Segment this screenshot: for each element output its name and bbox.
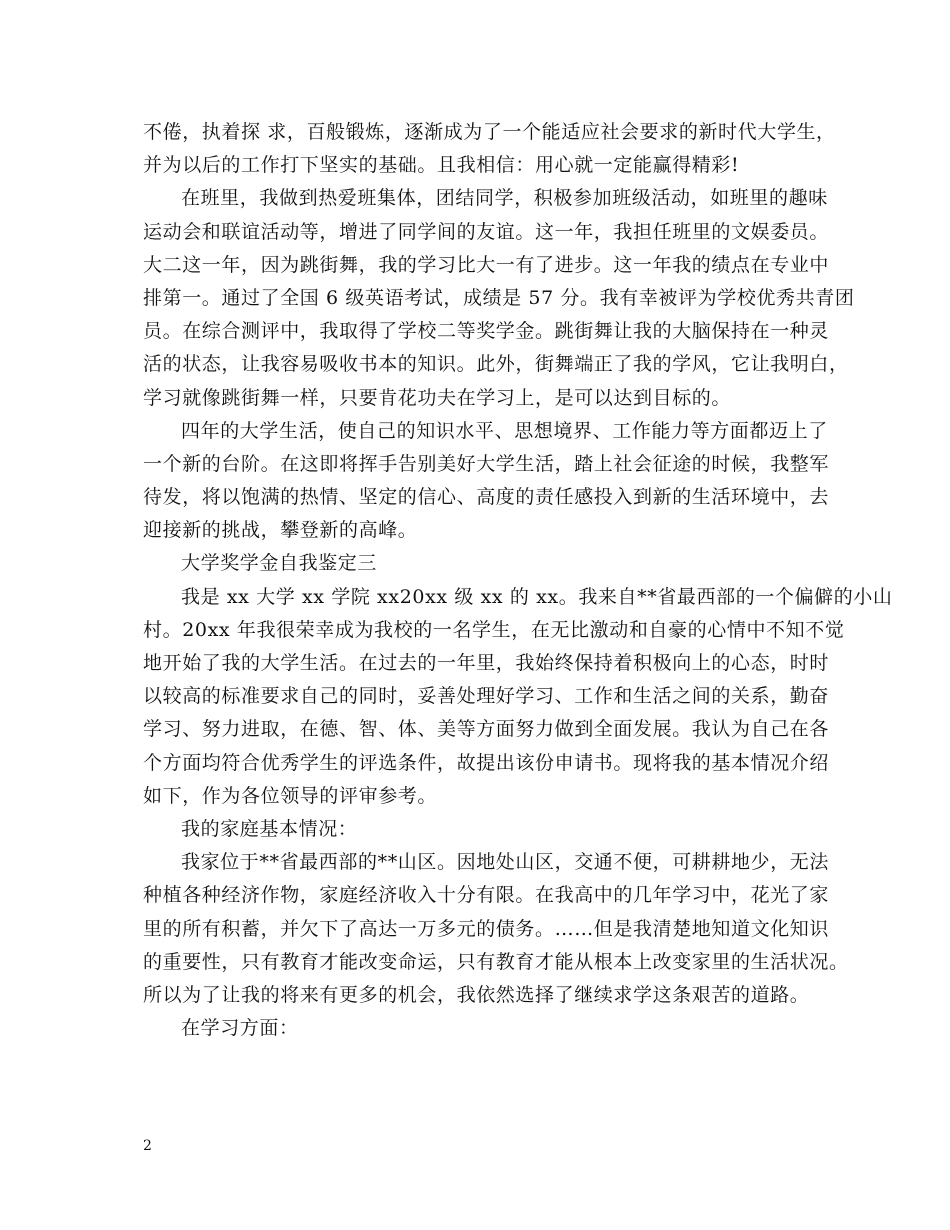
- text-line: 四年的大学生活，使自己的知识水平、思想境界、工作能力等方面都迈上了: [181, 419, 828, 442]
- text-line: 的重要性，只有教育才能改变命运，只有教育才能从根本上改变家里的生活状况。: [143, 950, 849, 973]
- text-line: 所以为了让我的将来有更多的机会，我依然选择了继续求学这条艰苦的道路。: [143, 983, 810, 1006]
- text-line: 以较高的标准要求自己的同时，妥善处理好学习、工作和生活之间的关系，勤奋: [143, 685, 830, 708]
- text-line: 迎接新的挑战，攀登新的高峰。: [143, 519, 418, 542]
- text-line: 村。20xx 年我很荣幸成为我校的一名学生，在无比激动和自豪的心情中不知不觉: [143, 618, 845, 641]
- page-number: 2: [143, 1138, 152, 1154]
- text-line: 在学习方面：: [181, 1017, 299, 1040]
- text-line: 我的家庭基本情况：: [181, 817, 358, 840]
- text-line: 大二这一年，因为跳街舞，我的学习比大一有了进步。这一年我的绩点在专业中: [143, 253, 830, 276]
- text-line: 活的状态，让我容易吸收书本的知识。此外，街舞端正了我的学风，它让我明白，: [143, 353, 849, 376]
- text-line: 不倦，执着探 求，百般锻炼，逐渐成为了一个能适应社会要求的新时代大学生，: [143, 121, 836, 143]
- text-line: 种植各种经济作物，家庭经济收入十分有限。在我高中的几年学习中，花光了家: [143, 884, 830, 907]
- text-line: 大学奖学金自我鉴定三: [181, 552, 378, 575]
- text-line: 待发，将以饱满的热情、坚定的信心、高度的责任感投入到新的生活环境中，去: [143, 486, 830, 509]
- text-line: 个方面均符合优秀学生的评选条件，故提出该份申请书。现将我的基本情况介绍: [143, 751, 830, 774]
- text-line: 员。在综合测评中，我取得了学校二等奖学金。跳街舞让我的大脑保持在一种灵: [143, 320, 830, 343]
- text-line: 学习就像跳街舞一样，只要肯花功夫在学习上，是可以达到目标的。: [143, 386, 732, 409]
- text-line: 里的所有积蓄，并欠下了高达一万多元的债务。……但是我清楚地知道文化知识: [143, 917, 830, 940]
- text-line: 我家位于**省最西部的**山区。因地处山区，交通不便，可耕耕地少，无法: [181, 851, 830, 874]
- text-line: 排第一。通过了全国 6 级英语考试，成绩是 57 分。我有幸被评为学校优秀共青团: [143, 286, 855, 309]
- text-line: 如下，作为各位领导的评审参考。: [143, 784, 438, 807]
- text-line: 我是 xx 大学 xx 学院 xx20xx 级 xx 的 xx。我来自**省最西部的一个偏僻的小山: [181, 585, 893, 608]
- text-line: 一个新的台阶。在这即将挥手告别美好大学生活，踏上社会征途的时候，我整军: [143, 452, 830, 475]
- text-line: 地开始了我的大学生活。在过去的一年里，我始终保持着积极向上的心态，时时: [143, 652, 830, 674]
- text-line: 学习、努力进取，在德、智、体、美等方面努力做到全面发展。我认为自己在各: [143, 718, 830, 741]
- text-line: 在班里，我做到热爱班集体，团结同学，积极参加班级活动，如班里的趣味: [181, 187, 828, 210]
- document-body: [143, 116, 893, 1045]
- text-line: 运动会和联谊活动等，增进了同学间的友谊。这一年，我担任班里的文娱委员。: [143, 220, 830, 243]
- text-line: 并为以后的工作打下坚实的基础。且我相信：用心就一定能赢得精彩!: [143, 154, 740, 177]
